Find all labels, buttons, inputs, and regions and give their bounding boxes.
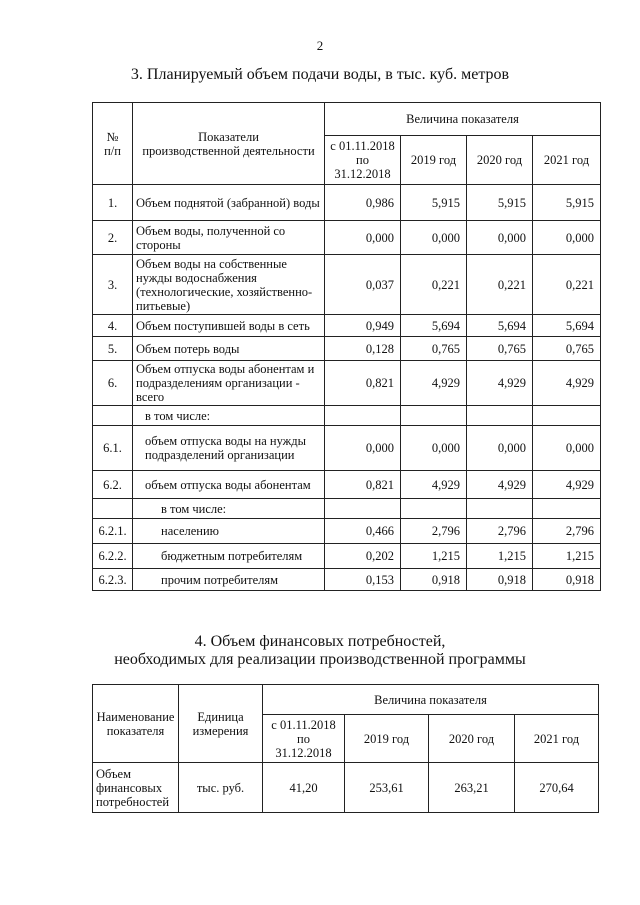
- header-2019: 2019 год: [345, 715, 429, 763]
- row-value-2020: 5,915: [467, 185, 533, 221]
- row-indicator: Объем поднятой (забранной) воды: [133, 185, 325, 221]
- header-2021: 2021 год: [515, 715, 599, 763]
- row-value-2019: 0,221: [401, 255, 467, 315]
- row-value-period: 0,128: [325, 337, 401, 361]
- row-value-2019: 4,929: [401, 361, 467, 406]
- header-2020: 2020 год: [467, 136, 533, 185]
- section4-title: [0, 633, 640, 669]
- row-value-2020: [467, 499, 533, 519]
- row-unit: тыс. руб.: [179, 763, 263, 813]
- row-value-2021: 5,915: [533, 185, 601, 221]
- table-row: [93, 255, 601, 315]
- row-value-period: 0,821: [325, 361, 401, 406]
- header-2019: 2019 год: [401, 136, 467, 185]
- header-2020: 2020 год: [429, 715, 515, 763]
- table-row: [93, 221, 601, 255]
- row-number: 6.1.: [93, 426, 133, 471]
- row-value-2021: 5,694: [533, 315, 601, 337]
- table-row: [93, 426, 601, 471]
- row-value-2019: 0,918: [401, 569, 467, 591]
- table-row: [93, 406, 601, 426]
- row-value-2019: [401, 406, 467, 426]
- row-value-2020: 0,918: [467, 569, 533, 591]
- row-value-period: 0,986: [325, 185, 401, 221]
- row-value-period: [325, 499, 401, 519]
- header-period: с 01.11.2018 по 31.12.2018: [325, 136, 401, 185]
- row-value-period: 0,466: [325, 519, 401, 544]
- row-number: 4.: [93, 315, 133, 337]
- table-row: [93, 569, 601, 591]
- table-row: [93, 315, 601, 337]
- row-value-2019: 0,000: [401, 426, 467, 471]
- row-number: 5.: [93, 337, 133, 361]
- header-indicators: Показатели производственной деятельности: [133, 103, 325, 185]
- row-indicator: Объем потерь воды: [133, 337, 325, 361]
- table-row: [93, 499, 601, 519]
- row-indicator: Объем воды на собственные нужды водоснабжения (технологические, хозяйственно-питьевые): [133, 255, 325, 315]
- row-value-2020: 2,796: [467, 519, 533, 544]
- row-value-2019: 5,915: [401, 185, 467, 221]
- header-period: с 01.11.2018 по 31.12.2018: [263, 715, 345, 763]
- row-number: [93, 406, 133, 426]
- table-row: [93, 361, 601, 406]
- row-value-2020: 4,929: [467, 471, 533, 499]
- table-row: [93, 519, 601, 544]
- row-value-2019: [401, 499, 467, 519]
- row-value-2020: 4,929: [467, 361, 533, 406]
- row-value-2020: [467, 406, 533, 426]
- row-value-2021: 0,000: [533, 221, 601, 255]
- row-indicator: в том числе:: [133, 406, 325, 426]
- row-value-period: 0,000: [325, 426, 401, 471]
- row-name: Объем финансовых потребностей: [93, 763, 179, 813]
- row-value-2020: 0,765: [467, 337, 533, 361]
- section4-title-line2: необходимых для реализации производственной программы: [114, 651, 526, 668]
- row-value-2019: 4,929: [401, 471, 467, 499]
- row-number: 6.: [93, 361, 133, 406]
- row-value-2021: 0,918: [533, 569, 601, 591]
- row-value-2021: 4,929: [533, 471, 601, 499]
- row-value-2021: 2,796: [533, 519, 601, 544]
- row-number: 3.: [93, 255, 133, 315]
- header-value: Величина показателя: [325, 103, 601, 136]
- row-value-2019: 1,215: [401, 544, 467, 569]
- table-row: [93, 544, 601, 569]
- table-row: [93, 337, 601, 361]
- water-supply-table: [92, 102, 601, 591]
- row-indicator: объем отпуска воды на нужды подразделений организации: [133, 426, 325, 471]
- row-value-period: 0,000: [325, 221, 401, 255]
- row-indicator: прочим потребителям: [133, 569, 325, 591]
- row-indicator: Объем воды, полученной со стороны: [133, 221, 325, 255]
- header-unit: Единица измерения: [179, 685, 263, 763]
- row-indicator: объем отпуска воды абонентам: [133, 471, 325, 499]
- row-value-2021: 1,215: [533, 544, 601, 569]
- row-value-2019: 5,694: [401, 315, 467, 337]
- row-value-period: 0,202: [325, 544, 401, 569]
- row-indicator: бюджетным потребителям: [133, 544, 325, 569]
- row-indicator: Объем поступившей воды в сеть: [133, 315, 325, 337]
- row-value-2021: [533, 499, 601, 519]
- row-number: 2.: [93, 221, 133, 255]
- row-number: 6.2.2.: [93, 544, 133, 569]
- row-indicator: Объем отпуска воды абонентам и подразделениям организации - всего: [133, 361, 325, 406]
- row-value-2021: 270,64: [515, 763, 599, 813]
- row-number: [93, 499, 133, 519]
- row-value-period: [325, 406, 401, 426]
- table-row: [93, 763, 599, 813]
- row-value-2019: 2,796: [401, 519, 467, 544]
- section3-title: 3. Планируемый объем подачи воды, в тыс. куб. метров: [130, 66, 510, 83]
- row-value-2020: 0,000: [467, 221, 533, 255]
- header-2021: 2021 год: [533, 136, 601, 185]
- row-value-2019: 0,000: [401, 221, 467, 255]
- row-value-period: 0,037: [325, 255, 401, 315]
- header-name: Наименование показателя: [93, 685, 179, 763]
- row-value-period: 0,949: [325, 315, 401, 337]
- row-value-2020: 0,221: [467, 255, 533, 315]
- section4-title-line1: 4. Объем финансовых потребностей,: [194, 633, 446, 650]
- row-value-2021: 0,221: [533, 255, 601, 315]
- row-value-2020: 1,215: [467, 544, 533, 569]
- header-value: Величина показателя: [263, 685, 599, 715]
- row-value-2021: 0,765: [533, 337, 601, 361]
- row-indicator: в том числе:: [133, 499, 325, 519]
- row-number: 6.2.1.: [93, 519, 133, 544]
- row-value-2019: 0,765: [401, 337, 467, 361]
- row-number: 6.2.3.: [93, 569, 133, 591]
- row-value-2021: 0,000: [533, 426, 601, 471]
- header-num: № п/п: [93, 103, 133, 185]
- row-value-2019: 253,61: [345, 763, 429, 813]
- table-row: [93, 185, 601, 221]
- row-value-period: 41,20: [263, 763, 345, 813]
- row-number: 1.: [93, 185, 133, 221]
- row-value-period: 0,153: [325, 569, 401, 591]
- page-number: 2: [316, 38, 324, 53]
- row-indicator: населению: [133, 519, 325, 544]
- row-value-2021: 4,929: [533, 361, 601, 406]
- row-value-2021: [533, 406, 601, 426]
- row-value-period: 0,821: [325, 471, 401, 499]
- financial-needs-table: [92, 684, 599, 813]
- row-value-2020: 5,694: [467, 315, 533, 337]
- table-row: [93, 471, 601, 499]
- row-value-2020: 263,21: [429, 763, 515, 813]
- row-value-2020: 0,000: [467, 426, 533, 471]
- row-number: 6.2.: [93, 471, 133, 499]
